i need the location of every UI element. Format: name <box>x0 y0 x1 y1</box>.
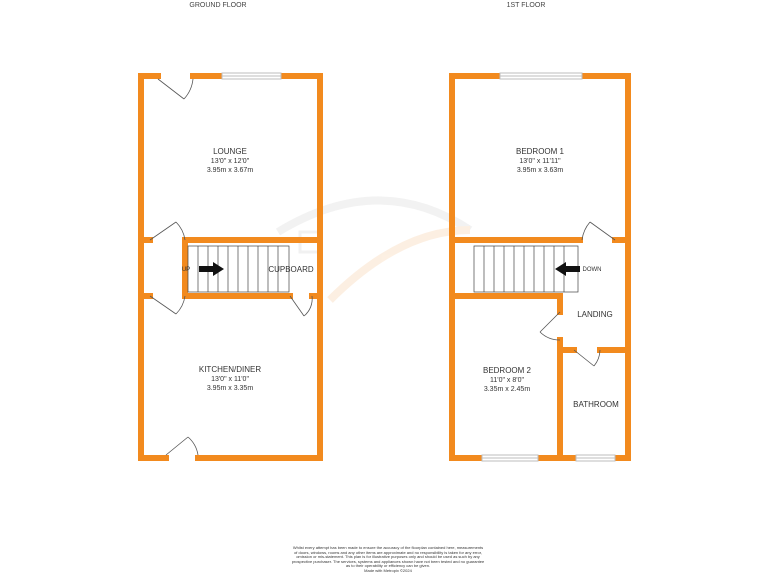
ground-door-hall-top <box>150 222 185 240</box>
ground-door-front <box>158 79 193 99</box>
stairs-down-label: DOWN <box>582 267 602 273</box>
first-door-bedroom1 <box>582 222 615 240</box>
disclaimer-line: Whilst every attempt has been made to ensure the accuracy of the floorplan contained here, measurements <box>292 545 484 550</box>
lounge-imperial: 13'0" x 12'0" <box>210 158 250 165</box>
bedroom2-name: BEDROOM 2 <box>482 366 532 375</box>
first-door-bedroom2 <box>540 312 560 340</box>
lounge-name: LOUNGE <box>213 147 247 156</box>
watermark-logo <box>278 200 470 300</box>
bedroom1-imperial: 13'0" x 11'11" <box>519 158 561 165</box>
ground-door-cupboard <box>290 296 312 316</box>
stairs-up-label: UP <box>181 267 191 273</box>
bedroom1-metric: 3.95m x 3.63m <box>516 167 564 174</box>
disclaimer-line: prospective purchaser. The services, systems and appliances shown have not been tested and no guarantee <box>291 558 485 564</box>
kitchen-name: KITCHEN/DINER <box>198 365 262 374</box>
disclaimer-line: of doors, windows, rooms and any other items are approximate and no responsibility is taken for any error, <box>294 549 482 555</box>
bedroom2-metric: 3.35m x 2.45m <box>483 386 531 393</box>
ground-window-lounge <box>222 73 281 79</box>
first-floor-title: 1ST FLOOR <box>506 2 546 9</box>
bedroom1-name: BEDROOM 1 <box>515 147 565 156</box>
first-window-bathroom <box>576 455 615 461</box>
landing-name: LANDING <box>577 310 613 319</box>
bathroom-name: BATHROOM <box>573 400 619 409</box>
ground-door-hall-bottom <box>150 296 185 314</box>
kitchen-imperial: 13'0" x 11'0" <box>211 376 249 383</box>
disclaimer-line: omission or mis-statement. This plan is for illustrative purposes only and should be used as such by any <box>296 554 480 560</box>
disclaimer-line: as to their operability or efficiency can be given. <box>345 563 431 569</box>
ground-floor-title: GROUND FLOOR <box>189 2 247 9</box>
first-window-bedroom1 <box>500 73 582 79</box>
lounge-metric: 3.95m x 3.67m <box>206 167 254 174</box>
ground-door-back <box>166 437 198 455</box>
disclaimer-text <box>270 546 506 574</box>
bedroom2-imperial: 11'0" x 8'0" <box>490 377 524 384</box>
first-door-bathroom <box>574 350 600 366</box>
cupboard-label: CUPBOARD <box>268 265 314 274</box>
first-window-bedroom2 <box>482 455 538 461</box>
disclaimer-line: Made with Metropix ©2024 <box>364 567 412 573</box>
kitchen-metric: 3.95m x 3.35m <box>206 385 254 392</box>
